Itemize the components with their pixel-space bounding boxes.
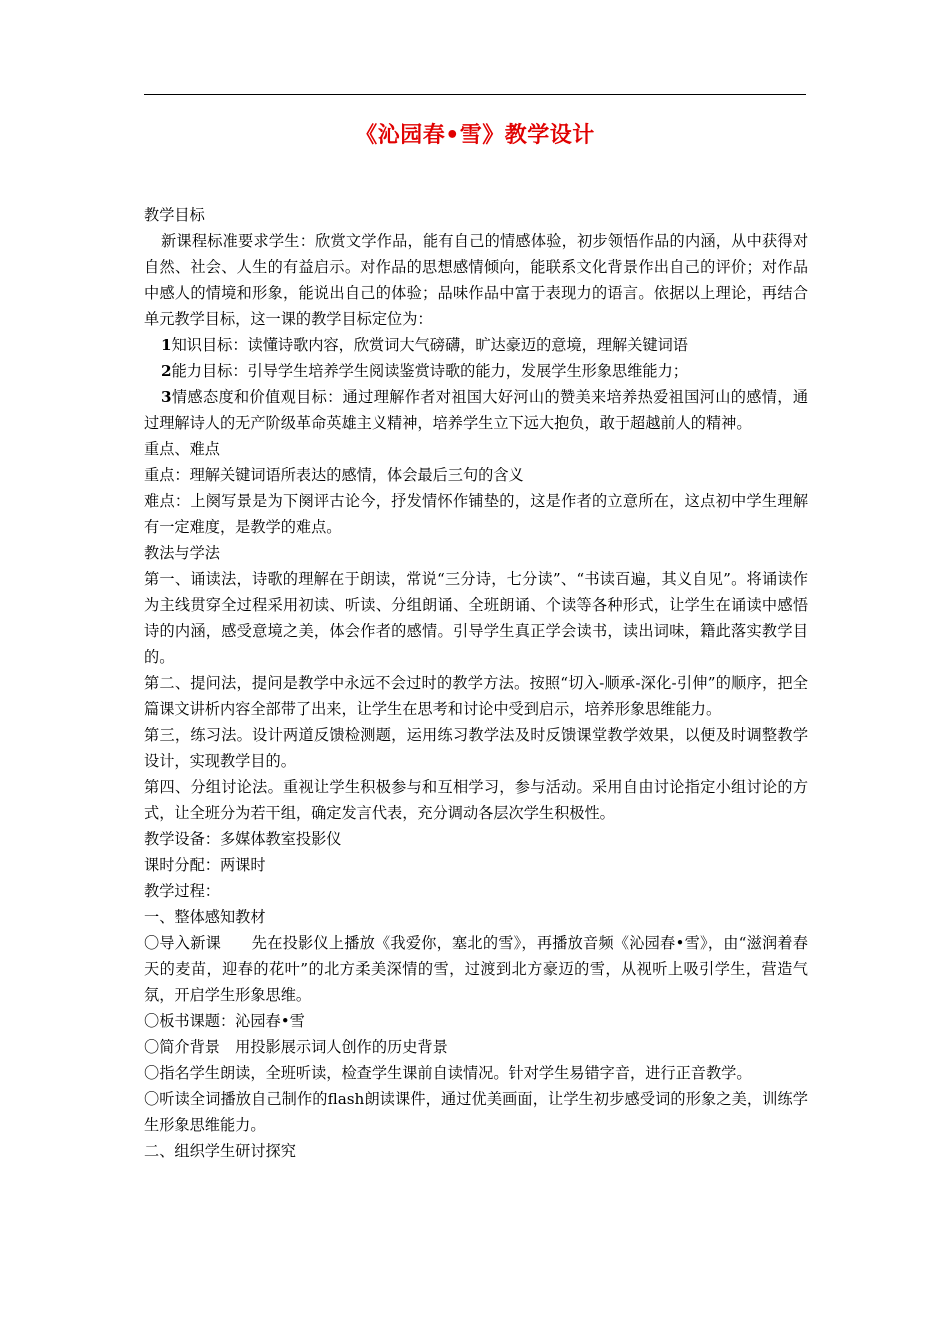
equipment: 教学设备：多媒体教室投影仪 [144,830,342,848]
goal-2-text: 能力目标：引导学生培养学生阅读鉴赏诗歌的能力，发展学生形象思维能力； [171,362,688,380]
process-step-4: 〇指名学生朗读，全班听读，检查学生课前自读情况。针对学生易错字音，进行正音教学。 [144,1064,752,1082]
method-2: 第二、提问法，提问是教学中永远不会过时的教学方法。按照“切入-顺承-深化-引伸”的顺序，把全篇课文讲析内容全部带了出来，让学生在思考和讨论中受到启示，培养形象思维能力。 [144,674,808,718]
part-2-heading: 二、组织学生研讨探究 [144,1142,296,1160]
method-heading: 教法与学法 [144,544,220,562]
goal-3-text: 情感态度和价值观目标：通过理解作者对祖国大好河山的赞美来培养热爱祖国河山的感情，通过理解诗人的无产阶级革命英雄主义精神，培养学生立下远大抱负，敢于超越前人的精神。 [144,388,808,432]
goals-heading: 教学目标 [144,206,205,224]
process-step-2: 〇板书课题：沁园春•雪 [144,1012,305,1030]
goal-2 [144,358,808,384]
document-body [144,202,808,1164]
part-1-heading: 一、整体感知教材 [144,908,266,926]
method-3: 第三，练习法。设计两道反馈检测题，运用练习教学法及时反馈课堂教学效果，以便及时调整教学设计，实现教学目的。 [144,726,808,770]
goal-1 [144,332,808,358]
goal-3-number: 3 [161,388,172,406]
method-4: 第四、分组讨论法。重视让学生积极参与和互相学习，参与活动。采用自由讨论指定小组讨论的方式，让全班分为若干组，确定发言代表，充分调动各层次学生积极性。 [144,778,808,822]
key-heading: 重点、难点 [144,440,220,458]
method-1: 第一、诵读法，诗歌的理解在于朗读，常说“三分诗，七分读”、“书读百遍，其义自见”。将诵读作为主线贯穿全过程采用初读、听读、分组朗诵、全班朗诵、个读等各种形式，让学生在诵读中感悟诗的内涵，感受意境之美，体会作者的感情。引导学生真正学会读书，读出词味，籍此落实教学目的。 [144,570,808,666]
difficult-point: 难点：上阕写景是为下阕评古论今，抒发情怀作铺垫的，这是作者的立意所在，这点初中学生理解有一定难度，是教学的难点。 [144,492,808,536]
document-title: 《沁园春•雪》教学设计 [355,123,595,148]
goal-1-text: 知识目标：读懂诗歌内容，欣赏词大气磅礴，旷达豪迈的意境，理解关键词语 [171,336,688,354]
header-rule [144,94,806,95]
goal-2-number: 2 [161,362,172,380]
process-step-5: 〇听读全词播放自己制作的flash朗读课件，通过优美画面，让学生初步感受词的形象之美，训练学生形象思维能力。 [144,1090,808,1134]
process-step-1: 〇导入新课 先在投影仪上播放《我爱你，塞北的雪》，再播放音频《沁园春•雪》，由“滋润着春天的麦苗，迎春的花叶”的北方柔美深情的雪，过渡到北方豪迈的雪，从视听上吸引学生，营造气氛，开启学生形象思维。 [144,934,808,1004]
goals-intro: 新课程标准要求学生：欣赏文学作品，能有自己的情感体验，初步领悟作品的内涵，从中获得对自然、社会、人生的有益启示。对作品的思想感情倾向，能联系文化背景作出自己的评价；对作品中感人的情境和形象，能说出自己的体验；品味作品中富于表现力的语言。依据以上理论，再结合单元教学目标，这一课的教学目标定位为： [144,232,808,328]
goal-3 [144,384,808,436]
class-hours: 课时分配：两课时 [144,856,266,874]
goal-1-number: 1 [161,336,172,354]
key-point: 重点：理解关键词语所表达的感情，体会最后三句的含义 [144,466,524,484]
process-step-3: 〇简介背景 用投影展示词人创作的历史背景 [144,1038,448,1056]
process-heading: 教学过程： [144,882,220,900]
